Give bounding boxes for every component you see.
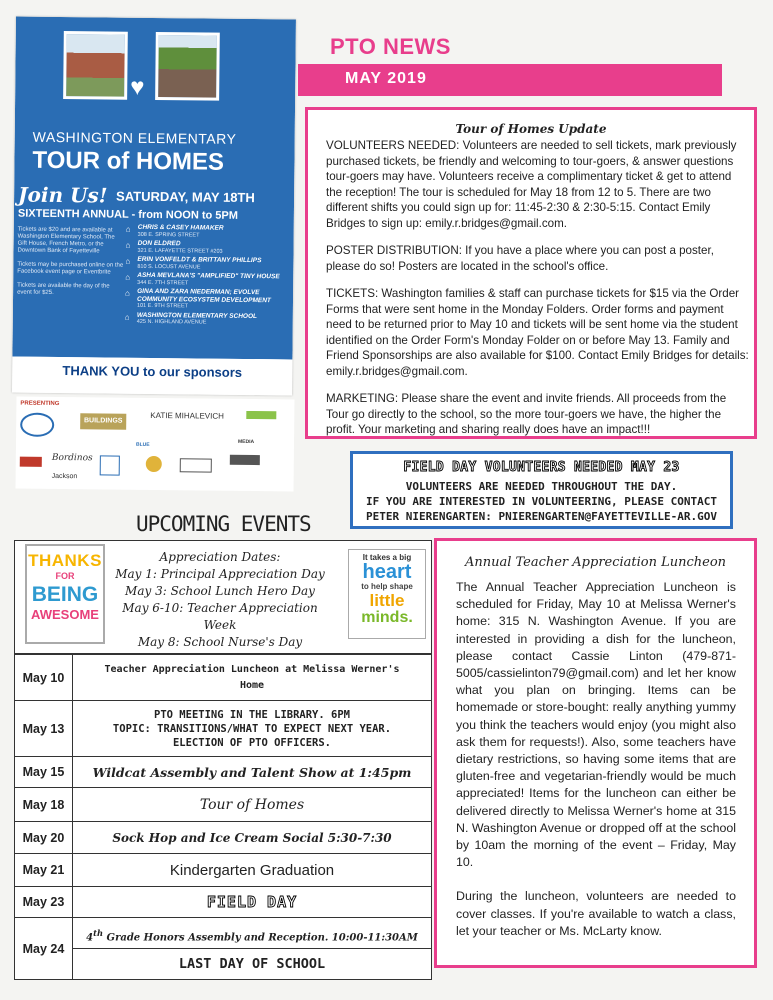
flyer-home-address: 344 E. 7TH STREET [137,279,189,286]
appreciation-dates-box [14,540,432,654]
event-line-text: Grade Honors Assembly and Reception. 10:00-11:30AM [103,932,418,944]
flyer-home-name: DON ELDRED [137,239,181,248]
flyer-home-name: GINA AND ZARA NIEDERMAN; EVOLVE COMMUNITY ECOSYSTEM DEVELOPMENT [136,287,271,304]
luncheon-box [434,538,757,968]
sponsor-logo-katie: KATIE MIHALEVICH [150,410,224,421]
table-row [15,887,432,918]
flyer-annual-time: SIXTEENTH ANNUAL - from NOON to 5PM [17,207,238,222]
luncheon-title: Annual Teacher Appreciation Luncheon [464,555,727,570]
event-description [73,701,432,757]
flyer-school-name: WASHINGTON ELEMENTARY [32,128,237,147]
flyer-home-address: 810 S. LOCUST AVENUE [137,263,201,270]
sponsor-logo [230,455,260,465]
house-icon: ⌂ [125,240,131,250]
flyer-home-name: ASHA MEVLANA'S "AMPLIFIED" TINY HOUSE [137,271,280,281]
luncheon-body [456,579,736,957]
sponsor-tier-label: BLUE [135,441,150,448]
event-line: ELECTION OF PTO OFFICERS. [172,736,332,749]
tour-paragraph-volunteers: VOLUNTEERS NEEDED: Volunteers are needed to sell tickets, mark previously purchased tickets, be friendly and welcoming to tour-goers, & answer questions tour-goers may have. Volunteers receive a complimentary ticket & get to attend the reception! The tour is scheduled for May 18 from 12 to 5. There are two different shifts you could sign up for: 11:45-2:30 & 2:30-5:15. Contact Emily Bridges to sign up: emily.r.bridges@gmail.com. [326,139,737,230]
flyer-sponsor-area [12,357,292,396]
tour-paragraph-posters: POSTER DISTRIBUTION: If you have a place where you can post a poster, please do so! Posters are located in the school's office. [326,244,714,273]
flyer-home-item [125,311,290,327]
event-line [73,918,431,949]
event-description: FIELD DAY [73,887,432,918]
event-line-suffix: th [93,928,104,938]
flyer-home-name: WASHINGTON ELEMENTARY SCHOOL [136,311,258,320]
appreciation-dates-list [110,549,330,651]
flyer-home-item [125,256,290,272]
luncheon-paragraph: During the luncheon, volunteers are needed to cover classes. If you're available to watch a class, let your teacher or Ms. McLarty know. [456,889,736,938]
tour-paragraph-marketing: MARKETING: Please share the event and invite friends. All proceeds from the Tour go directly to the school, so the more tour-goers we have, the higher the profit. Your marketing and sharing really does have an impact!!! [326,392,727,436]
event-date: May 15 [15,757,73,788]
month-label: MAY 2019 [345,70,427,87]
table-row [15,757,432,788]
tour-paragraph-tickets: TICKETS: Washington families & staff can purchase tickets for $15 via the Order Forms that were sent home in the Monday Folders. Order forms and payment need to be returned prior to May 10 and tickets will be sent home via the student identified on the Order Form's Monday Folder on or before May 13. Family and Friend Sponsorships are also available for $100. Contact Emily Bridges for details: emily.r.bridges@gmail.com. [326,287,749,378]
appreciation-item: May 6-10: Teacher Appreciation Week [122,601,318,632]
tour-update-box [305,107,757,439]
event-date: May 23 [15,887,73,918]
sponsor-tier-label: PRESENTING [20,400,60,407]
field-day-line: VOLUNTEERS ARE NEEDED THROUGHOUT THE DAY. [405,480,678,493]
flyer-home-address: 308 E. SPRING STREET [137,231,200,238]
table-row [15,655,432,701]
event-line-number: 4 [86,932,94,944]
badge-text: to help shape [361,582,413,592]
event-description: Kindergarten Graduation [73,854,432,887]
house-icon: ⌂ [125,256,131,266]
house-icon: ⌂ [125,272,131,282]
event-line: TOPIC: TRANSITIONS/WHAT TO EXPECT NEXT YEAR. [112,722,392,735]
badge-text: heart [362,561,412,584]
event-description: Sock Hop and Ice Cream Social 5:30-7:30 [73,822,432,854]
house-icon: ⌂ [124,312,130,322]
flyer-ticket-info [17,227,126,305]
upcoming-events-title: UPCOMING EVENTS [136,512,311,536]
flyer-ticket-note: Tickets are available the day of the event for $25. [17,282,110,296]
appreciation-heading: Appreciation Dates: [159,550,281,564]
event-line: LAST DAY OF SCHOOL [178,956,326,972]
event-description: Wildcat Assembly and Talent Show at 1:45pm [73,757,432,788]
flyer-thanks-sponsors: THANK YOU to our sponsors [62,363,243,380]
flyer-ticket-note: Tickets are $20 and are available at Washington Elementary School, The Gift House, French Metro, or the Downtown Bank of Fayetteville [17,226,115,255]
event-line: PTO MEETING IN THE LIBRARY. 6PM [154,708,350,721]
badge-text: FOR [55,571,75,581]
event-date: May 18 [15,788,73,822]
flyer-title: TOUR of HOMES [32,146,225,176]
sponsor-logo [20,413,54,437]
flyer-home-name: ERIN VONFELDT & BRITTANY PHILLIPS [137,255,262,265]
tour-update-title: Tour of Homes Update [455,122,607,136]
badge-text: minds. [361,608,413,626]
event-description [73,918,432,980]
pto-news-heading: PTO NEWS [330,34,451,59]
badge-text: little [369,590,405,610]
flyer-join-us: Join Us! [17,182,108,208]
sponsor-logo-bordinos: Bordinos [51,452,93,464]
house-icon: ⌂ [125,224,131,234]
event-date: May 20 [15,822,73,854]
table-row [15,788,432,822]
house-photo-home [155,32,220,101]
sponsor-logo [246,411,276,419]
tour-of-homes-flyer [12,17,296,396]
sponsor-logo [100,455,120,475]
flyer-ticket-note: Tickets may be purchased online on the Facebook event page or Eventbrite [17,261,124,276]
field-day-box [350,451,733,529]
table-row [15,918,432,980]
luncheon-paragraph: The Annual Teacher Appreciation Luncheon is scheduled for Friday, May 10 at Melissa Werner's home: 315 N. Washington Avenue. If you are interested in providing a dish for the luncheon, please contact Cassie Linton (479-871-5005/cassielinton79@gmail.com) and let her know what you plan on bringing. Items can be homemade or store-bought: really anything yummy you think the teachers would enjoy (you might also ask them for requests!). Also, some teachers have dietary restrictions, so having some items that are gluten-free and vegetarian-friendly would be much appreciated! Items for the luncheon can either be delivered directly to Melissa Werner's home at 315 N. Washington Avenue or dropped off at the school by 10am the morning of the event – Friday, May 10. [456,580,736,870]
flyer-home-address: 425 N. HIGHLAND AVENUE [136,318,207,326]
big-heart-little-minds-badge [348,549,426,639]
field-day-line: PETER NIERENGARTEN: PNIERENGARTEN@FAYETTEVILLE-AR.GOV [366,510,717,523]
flyer-sponsor-logos [16,397,295,492]
events-table [14,654,432,980]
flyer-home-item [125,288,290,311]
event-description: Teacher Appreciation Luncheon at Melissa Werner's Home [73,655,432,701]
flyer-home-item [125,240,290,256]
sponsor-logo [146,456,162,472]
house-icon: ⌂ [125,288,130,298]
table-row [15,822,432,854]
badge-text: It takes a big [362,553,412,562]
badge-text: THANKS [28,551,102,570]
tour-update-body [326,138,750,450]
event-date: May 10 [15,655,73,701]
field-day-title: FIELD DAY VOLUNTEERS NEEDED MAY 23 [403,460,680,475]
badge-text: BEING [31,583,99,606]
flyer-home-name: CHRIS & CASEY HAMAKER [137,223,224,232]
flyer-blue-panel [12,17,296,360]
badge-text: AWESOME [31,607,99,622]
appreciation-item: May 1: Principal Appreciation Day [115,567,325,581]
flyer-home-address: 101 E. 9TH STREET [136,302,189,310]
flyer-home-item [125,272,290,288]
flyer-home-list [125,224,291,329]
sponsor-tier-label: MEDIA [237,438,255,446]
flyer-home-address: 321 E. LAFAYETTE STREET #203 [137,247,223,255]
appreciation-item: May 3: School Lunch Hero Day [125,584,315,598]
sponsor-logo [180,458,212,472]
sponsor-logo-buildings: BUILDINGS [80,413,126,429]
sponsor-logo [20,457,42,467]
house-photo-school [63,31,128,100]
table-row [15,701,432,757]
sponsor-logo-jackson: Jackson [51,472,78,481]
appreciation-item: May 8: School Nurse's Day [137,635,303,649]
event-date: May 24 [15,918,73,980]
event-date: May 21 [15,854,73,887]
flyer-home-item [126,224,291,240]
field-day-line: IF YOU ARE INTERESTED IN VOLUNTEERING, PLEASE CONTACT [366,495,717,508]
heart-icon: ♥ [130,73,145,101]
event-description: Tour of Homes [73,788,432,822]
field-day-body [353,479,730,524]
event-date: May 13 [15,701,73,757]
flyer-date: SATURDAY, MAY 18TH [116,188,255,206]
thanks-for-being-awesome-badge [25,544,105,644]
table-row [15,854,432,887]
